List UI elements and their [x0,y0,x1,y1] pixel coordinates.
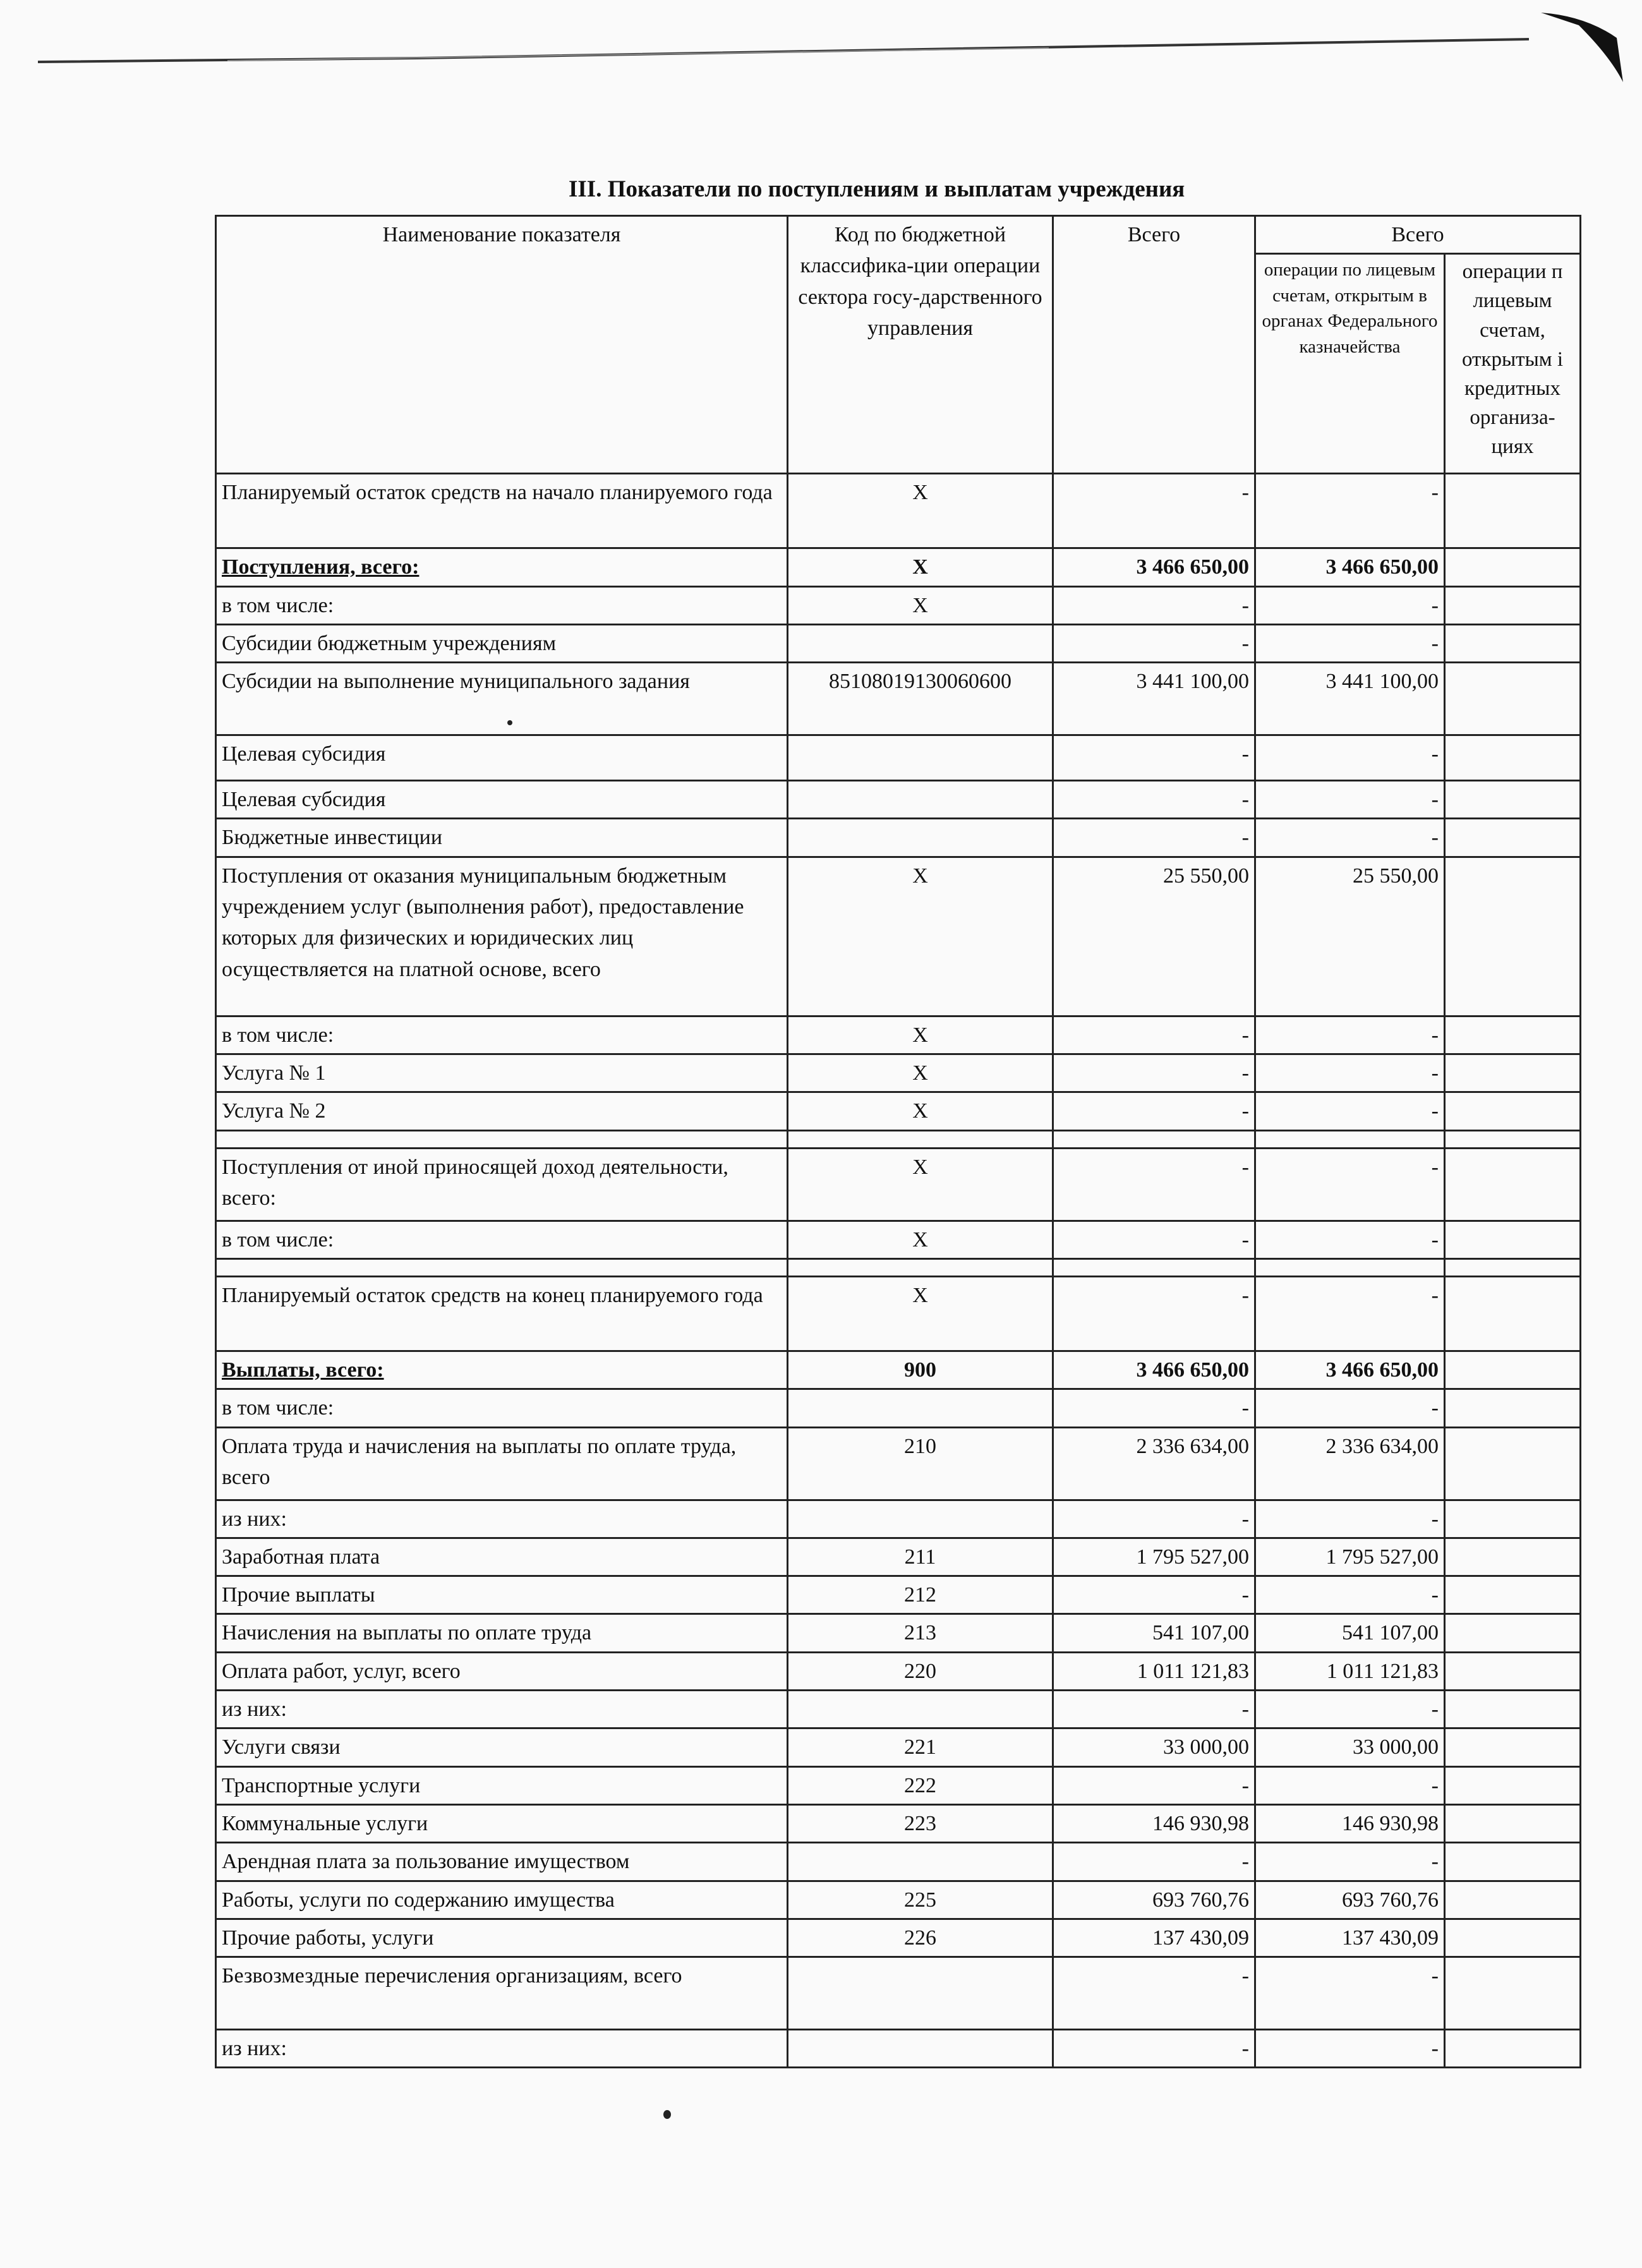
row-fed-treasury: 25 550,00 [1255,857,1445,1016]
table-row [216,1016,1581,1054]
row-total: - [1053,1389,1255,1427]
table-row [216,624,1581,662]
header-credit-org: операции п лицевым счетам, открытым і кредитных организа- циях [1445,254,1581,474]
row-fed-treasury: 3 441 100,00 [1255,663,1445,735]
row-total: - [1053,1054,1255,1092]
row-fed-treasury: 137 430,09 [1255,1919,1445,1957]
row-credit-org [1445,1258,1581,1276]
row-credit-org [1445,1843,1581,1881]
row-code: 212 [788,1576,1053,1614]
row-name: в том числе: [216,1016,788,1054]
row-code: Х [788,474,1053,548]
row-credit-org [1445,1538,1581,1576]
row-code: Х [788,857,1053,1016]
table-row [216,819,1581,857]
row-total: 2 336 634,00 [1053,1427,1255,1500]
row-code: Х [788,586,1053,624]
row-code [788,1258,1053,1276]
row-name: из них: [216,1500,788,1538]
row-code [788,1130,1053,1148]
row-total: 3 466 650,00 [1053,548,1255,586]
row-code: 213 [788,1614,1053,1652]
row-total: 693 760,76 [1053,1881,1255,1919]
row-fed-treasury: 541 107,00 [1255,1614,1445,1652]
row-name: Субсидии на выполнение муниципального задания [216,663,788,735]
row-total: - [1053,781,1255,819]
header-name: Наименование показателя [216,216,788,474]
row-code [788,1500,1053,1538]
row-credit-org [1445,474,1581,548]
row-fed-treasury: - [1255,1221,1445,1258]
row-name: из них: [216,2030,788,2068]
row-code: Х [788,1092,1053,1130]
header-code: Код по бюджетной классифика-ции операции сектора госу-дарственного управления [788,216,1053,474]
header-fed-treasury: операции по лицевым счетам, открытым в органах Федерального казначейства [1255,254,1445,474]
row-fed-treasury: - [1255,586,1445,624]
row-fed-treasury: - [1255,1389,1445,1427]
row-credit-org [1445,548,1581,586]
scan-dot [507,720,512,725]
header-total: Всего [1053,216,1255,474]
table-row [216,1130,1581,1148]
folded-corner-mark [1516,0,1642,126]
row-total: - [1053,1016,1255,1054]
row-total: 25 550,00 [1053,857,1255,1016]
row-fed-treasury: 146 930,98 [1255,1804,1445,1842]
row-code: 223 [788,1804,1053,1842]
row-total: - [1053,1500,1255,1538]
table-row [216,474,1581,548]
row-name: Прочие работы, услуги [216,1919,788,1957]
row-fed-treasury: - [1255,1576,1445,1614]
row-name: Коммунальные услуги [216,1804,788,1842]
table-body [216,474,1581,2068]
row-fed-treasury: - [1255,624,1445,662]
row-credit-org [1445,1652,1581,1690]
row-fed-treasury: - [1255,1016,1445,1054]
section-title: III. Показатели по поступлениям и выплатам учреждения [569,176,1185,202]
row-fed-treasury: - [1255,735,1445,781]
row-name: в том числе: [216,1389,788,1427]
row-fed-treasury: - [1255,1148,1445,1221]
row-name: Оплата труда и начисления на выплаты по оплате труда, всего [216,1427,788,1500]
row-total: 1 795 527,00 [1053,1538,1255,1576]
row-credit-org [1445,1881,1581,1919]
row-fed-treasury: - [1255,819,1445,857]
row-code: 226 [788,1919,1053,1957]
table-row [216,1881,1581,1919]
table-row [216,2030,1581,2068]
row-credit-org [1445,1691,1581,1728]
row-code: 211 [788,1538,1053,1576]
row-code: 220 [788,1652,1053,1690]
row-total: - [1053,1957,1255,2030]
row-code [788,1691,1053,1728]
table-row [216,1427,1581,1500]
row-total: 1 011 121,83 [1053,1652,1255,1690]
row-code [788,624,1053,662]
row-credit-org [1445,1576,1581,1614]
row-code: Х [788,1221,1053,1258]
row-total: - [1053,1276,1255,1351]
row-total [1053,1130,1255,1148]
row-credit-org [1445,735,1581,781]
row-name: Выплаты, всего: [216,1351,788,1389]
row-name: Услуги связи [216,1728,788,1766]
table-row [216,1258,1581,1276]
table-row [216,1691,1581,1728]
table-row [216,663,1581,735]
row-total: - [1053,1148,1255,1221]
row-credit-org [1445,1427,1581,1500]
row-code [788,735,1053,781]
row-name: Планируемый остаток средств на начало планируемого года [216,474,788,548]
header-group: Всего [1255,216,1581,254]
row-code [788,1843,1053,1881]
table-row [216,857,1581,1016]
row-credit-org [1445,1728,1581,1766]
row-total: - [1053,1221,1255,1258]
row-name: Услуга № 2 [216,1092,788,1130]
row-name: Транспортные услуги [216,1766,788,1804]
row-name [216,1130,788,1148]
table-row [216,781,1581,819]
row-code: Х [788,1054,1053,1092]
table-row [216,1092,1581,1130]
table-row [216,1351,1581,1389]
row-total: - [1053,586,1255,624]
row-total: - [1053,2030,1255,2068]
row-name: Субсидии бюджетным учреждениям [216,624,788,662]
row-credit-org [1445,1389,1581,1427]
row-total: 33 000,00 [1053,1728,1255,1766]
row-fed-treasury: - [1255,2030,1445,2068]
row-total: - [1053,1766,1255,1804]
row-code [788,2030,1053,2068]
indicators-table [215,215,1581,2068]
row-total: - [1053,1092,1255,1130]
row-fed-treasury: - [1255,1691,1445,1728]
row-code: 221 [788,1728,1053,1766]
row-name: Услуга № 1 [216,1054,788,1092]
row-total: - [1053,474,1255,548]
row-code: Х [788,1276,1053,1351]
table-row [216,1500,1581,1538]
row-name: в том числе: [216,1221,788,1258]
row-name: Работы, услуги по содержанию имущества [216,1881,788,1919]
row-code: 222 [788,1766,1053,1804]
row-name: Поступления от иной приносящей доход деятельности, всего: [216,1148,788,1221]
row-total: 3 466 650,00 [1053,1351,1255,1389]
table-row [216,1276,1581,1351]
row-name: Оплата работ, услуг, всего [216,1652,788,1690]
row-name: Арендная плата за пользование имуществом [216,1843,788,1881]
row-name: Целевая субсидия [216,735,788,781]
table-row [216,1576,1581,1614]
row-name: Заработная плата [216,1538,788,1576]
row-credit-org [1445,1500,1581,1538]
row-fed-treasury: - [1255,1092,1445,1130]
row-total: 146 930,98 [1053,1804,1255,1842]
row-total: - [1053,1691,1255,1728]
table-row [216,586,1581,624]
row-fed-treasury: - [1255,1843,1445,1881]
row-credit-org [1445,819,1581,857]
row-name: Прочие выплаты [216,1576,788,1614]
table-row [216,1054,1581,1092]
table-row [216,735,1581,781]
row-credit-org [1445,1016,1581,1054]
table-row [216,1538,1581,1576]
row-name: в том числе: [216,586,788,624]
row-fed-treasury: 3 466 650,00 [1255,548,1445,586]
row-name: из них: [216,1691,788,1728]
row-code [788,1957,1053,2030]
row-credit-org [1445,2030,1581,2068]
row-fed-treasury: 1 011 121,83 [1255,1652,1445,1690]
table-row [216,1843,1581,1881]
row-fed-treasury: - [1255,474,1445,548]
row-fed-treasury: 33 000,00 [1255,1728,1445,1766]
row-code: Х [788,548,1053,586]
row-total: - [1053,735,1255,781]
row-fed-treasury: - [1255,1276,1445,1351]
row-fed-treasury [1255,1130,1445,1148]
row-credit-org [1445,663,1581,735]
row-code [788,781,1053,819]
row-fed-treasury: 3 466 650,00 [1255,1351,1445,1389]
table-row [216,1804,1581,1842]
row-fed-treasury [1255,1258,1445,1276]
row-credit-org [1445,1804,1581,1842]
row-credit-org [1445,624,1581,662]
row-credit-org [1445,1130,1581,1148]
row-name [216,1258,788,1276]
row-credit-org [1445,1351,1581,1389]
row-credit-org [1445,1919,1581,1957]
row-name: Целевая субсидия [216,781,788,819]
row-credit-org [1445,1766,1581,1804]
row-credit-org [1445,1957,1581,2030]
row-name: Безвозмездные перечисления организациям, всего [216,1957,788,2030]
row-name: Бюджетные инвестиции [216,819,788,857]
row-total: - [1053,819,1255,857]
row-code: 900 [788,1351,1053,1389]
row-name: Поступления, всего: [216,548,788,586]
row-name: Начисления на выплаты по оплате труда [216,1614,788,1652]
row-fed-treasury: 693 760,76 [1255,1881,1445,1919]
row-code: 210 [788,1427,1053,1500]
row-total: 3 441 100,00 [1053,663,1255,735]
row-total [1053,1258,1255,1276]
row-total: - [1053,1576,1255,1614]
row-total: - [1053,624,1255,662]
row-total: - [1053,1843,1255,1881]
scan-artifact-line [38,25,1567,63]
row-credit-org [1445,781,1581,819]
row-code [788,1389,1053,1427]
row-fed-treasury: - [1255,1500,1445,1538]
scan-dot [663,2110,671,2119]
row-code: 225 [788,1881,1053,1919]
table-row [216,1614,1581,1652]
table-row [216,1221,1581,1258]
table-row [216,1919,1581,1957]
row-credit-org [1445,586,1581,624]
table-row [216,1389,1581,1427]
row-credit-org [1445,1092,1581,1130]
row-credit-org [1445,1054,1581,1092]
row-code [788,819,1053,857]
row-credit-org [1445,857,1581,1016]
row-credit-org [1445,1614,1581,1652]
row-credit-org [1445,1276,1581,1351]
row-code: Х [788,1148,1053,1221]
row-fed-treasury: - [1255,781,1445,819]
table-row [216,548,1581,586]
row-fed-treasury: - [1255,1957,1445,2030]
row-total: 541 107,00 [1053,1614,1255,1652]
row-code: 85108019130060600 [788,663,1053,735]
row-fed-treasury: 2 336 634,00 [1255,1427,1445,1500]
row-credit-org [1445,1221,1581,1258]
row-total: 137 430,09 [1053,1919,1255,1957]
table-row [216,1766,1581,1804]
row-fed-treasury: - [1255,1766,1445,1804]
row-credit-org [1445,1148,1581,1221]
row-name: Планируемый остаток средств на конец планируемого года [216,1276,788,1351]
table-row [216,1148,1581,1221]
row-fed-treasury: - [1255,1054,1445,1092]
row-code: Х [788,1016,1053,1054]
table-row [216,1652,1581,1690]
table-row [216,1957,1581,2030]
table-row [216,1728,1581,1766]
row-name: Поступления от оказания муниципальным бюджетным учреждением услуг (выполнения работ), предоставление которых для физических и юридических лиц осуществляется на платной основе, всего [216,857,788,1016]
row-fed-treasury: 1 795 527,00 [1255,1538,1445,1576]
